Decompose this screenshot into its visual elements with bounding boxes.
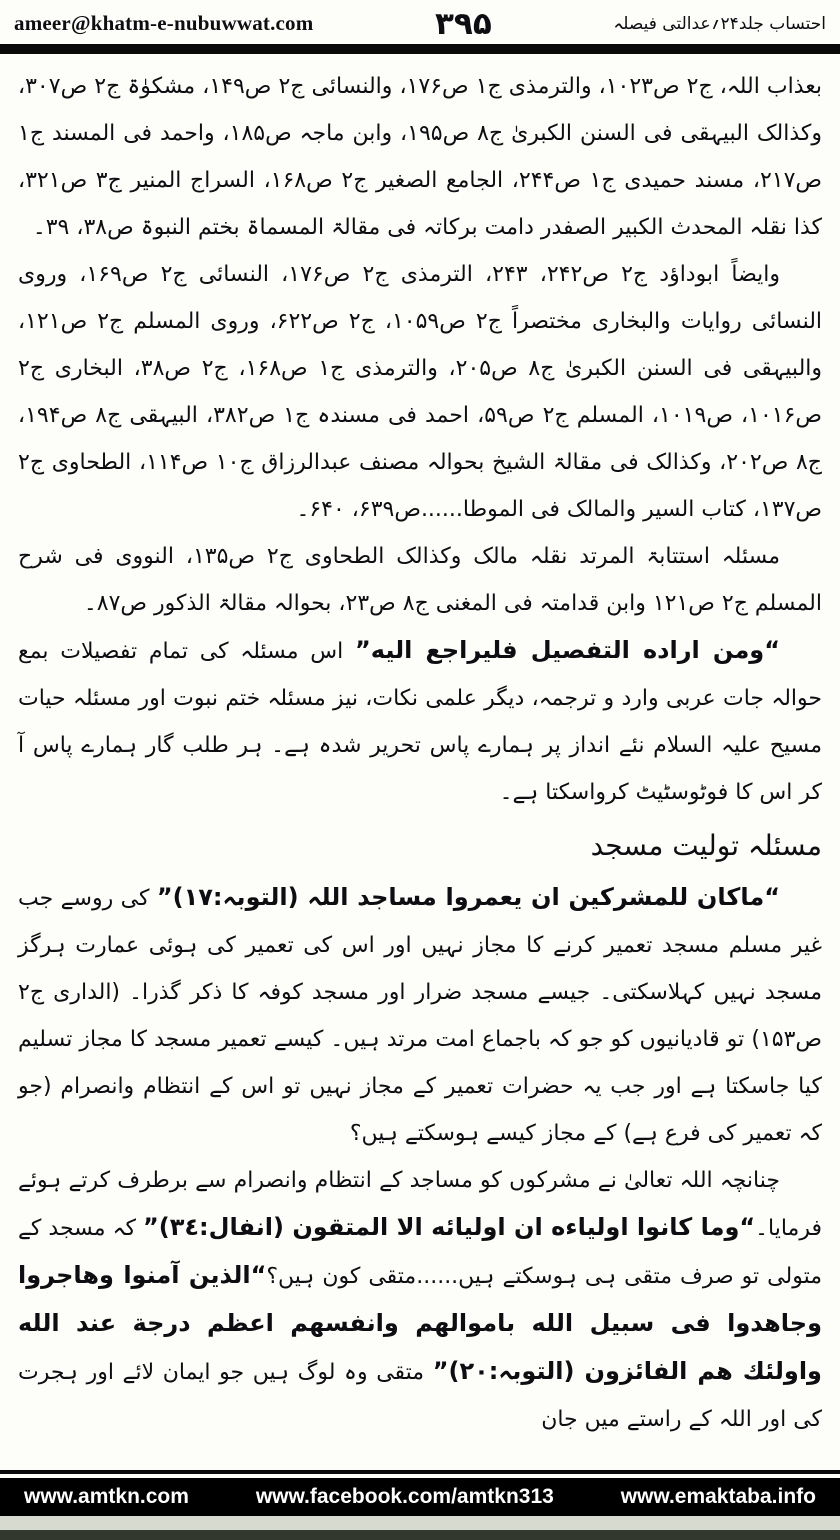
urdu-text: کی روسے جب غیر مسلم مسجد تعمیر کرنے کا مجاز نہیں اور اس کی تعمیر کی ہوئی عمارت ہرگز مسجد نہیں کہلاسکتی۔ جیسے مسجد ضرار اور مسجد کوفہ کا ذکر گذرا۔ (الداری ج۲ ص۱۵۳) تو قادیانیوں کو جو کہ باجماع امت مرتد ہیں۔ کیسے تعمیر مسجد کا مجاز تسلیم کیا جاسکتا ہے اور جب یہ حضرات تعمیر کے مجاز نہیں تو اس کے انتظام وانصرام (جو کہ تعمیر کی فرع ہے) کے مجاز کیسے ہوسکتے ہیں؟ — [18, 886, 822, 1146]
body-paragraph — [18, 1157, 822, 1443]
urdu-text: مسئلہ تولیت مسجد — [590, 829, 822, 862]
footer-link[interactable]: www.amtkn.com — [24, 1485, 189, 1508]
header-rule — [0, 44, 840, 54]
urdu-text: بعذاب اللہ، ج۲ ص۱۰۲۳، والترمذی ج۱ ص۱۷۶، والنسائی ج۲ ص۱۴۹، مشکوٰۃ ج۲ ص۳۰۷، وکذالک البیہقی فی السنن الکبریٰ ج۸ ص۱۹۵، وابن ماجہ ص۱۸۵، واحمد فی المسند ج۱ ص۲۱۷، مسند حمیدی ج۱ ص۲۴۴، الجامع الصغیر ج۲ ص۱۶۸، السراج المنیر ج۳ ص۳۲۱، کذا نقلہ المحدث الکبیر الصفدر دامت برکاتہ فی مقالۃ المسماۃ بختم النبوۃ ص۳۸، ۳۹۔ — [18, 74, 823, 240]
arabic-quote-text: “الذین آمنوا وهاجروا وجاهدوا فی سبیل الله باموالهم وانفسهم اعظم درجة عند الله واولئك هم الفائزون (التوبہ:۲۰)” — [18, 1261, 822, 1385]
body-paragraph — [18, 63, 822, 251]
page-number: ۳۹۵ — [435, 5, 492, 42]
body-paragraph — [18, 533, 822, 627]
arabic-quote-text: “ماکان للمشرکین ان یعمروا مساجد اللہ (التوبہ:۱۷)” — [156, 883, 780, 911]
urdu-text: اس مسئلہ کی تمام تفصیلات بمع حوالہ جات عربی وارد و ترجمہ، دیگر علمی نکات، نیز مسئلہ ختم نبوت اور مسئلہ حیات مسیح علیہ السلام نئے انداز پر ہمارے پاس تحریر شدہ ہے۔ ہر طلب گار ہمارے پاس آ کر اس کا فوٹوسٹیٹ کرواسکتا ہے۔ — [18, 639, 822, 805]
page-header — [0, 0, 840, 44]
body-paragraph — [18, 251, 822, 533]
footer-link[interactable]: www.emaktaba.info — [620, 1485, 816, 1508]
page-edge-dark — [0, 1530, 840, 1540]
body-paragraph — [18, 627, 822, 816]
page-edge-light — [0, 1516, 840, 1530]
section-heading — [18, 820, 822, 872]
header-email[interactable]: ameer@khatm-e-nubuwwat.com — [14, 11, 314, 35]
footer-link[interactable]: www.facebook.com/amtkn313 — [255, 1485, 554, 1508]
footer-bar — [0, 1478, 840, 1516]
arabic-quote-text: “وما کانوا اولیاءه ان اولیائه الا المتقون (انفال:۳٤)” — [142, 1213, 756, 1241]
urdu-text: چنانچہ اللہ تعالیٰ نے مشرکوں کو مساجد کے انتظام وانصرام سے برطرف کرتے ہوئے فرمایا۔ — [18, 1168, 822, 1241]
urdu-text: متقی وہ لوگ ہیں جو ایمان لائے اور ہجرت کی اور اللہ کے راستے میں جان — [18, 1360, 822, 1432]
arabic-quote-text: “ومن اراده التفصیل فلیراجع الیه” — [354, 636, 780, 664]
urdu-text: مسئلہ استتابۃ المرتد نقلہ مالک وکذالک الطحاوی ج۲ ص۱۳۵، النووی فی شرح المسلم ج۲ ص۱۲۱ وابن قدامتہ فی المغنی ج۸ ص۲۳، بحوالہ مقالۃ الذکور ص۸۷۔ — [18, 544, 822, 616]
urdu-text: کہ مسجد کے متولی تو صرف متقی ہی ہوسکتے ہیں......متقی کون ہیں؟ — [18, 1216, 822, 1289]
urdu-text: وایضاً ابوداؤد ج۲ ص۲۴۲، ۲۴۳، الترمذی ج۲ ص۱۷۶، النسائی ج۲ ص۱۶۹، وروی النسائی روایات والبخاری مختصراً ج۲ ص۱۰۵۹، ج۲ ص۶۲۲، وروی المسلم ج۲ ص۱۲۱، والبیہقی فی السنن الکبریٰ ج۸ ص۲۰۵، والترمذی ج۱ ص۱۶۸، ج۲ ص۳۸، البخاری ج۲ ص۱۰۱۶، ص۱۰۱۹، المسلم ج۲ ص۵۹، احمد فی مسندہ ج۱ ص۳۸۲، البیہقی ج۸ ص۱۹۴، ج۸ ص۲۰۲، وکذالک فی مقالۃ الشیخ بحوالہ مصنف عبدالرزاق ج۱۰ ص۱۱۴، الطحاوی ج۲ ص۱۳۷، کتاب السیر والمالک فی الموطا......ص۶۳۹، ۶۴۰۔ — [18, 262, 823, 522]
body-paragraph — [18, 874, 822, 1157]
footer-rule — [0, 1470, 840, 1474]
document-body — [0, 54, 840, 1470]
header-title: احتساب جلد۲۴؍عدالتی فیصلہ — [613, 14, 826, 34]
